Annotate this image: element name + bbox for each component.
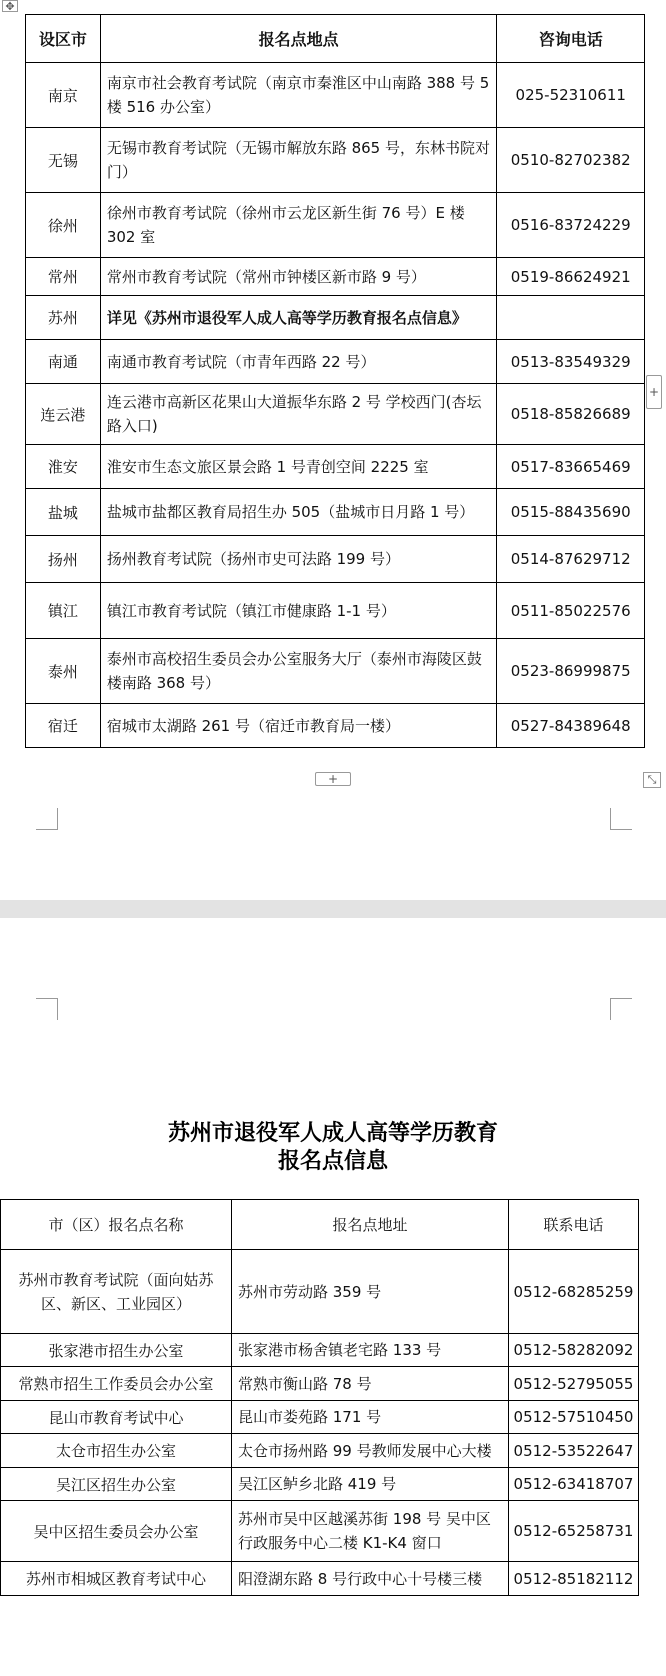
header-location: 报名点地点: [100, 15, 497, 63]
city-cell: 淮安: [26, 445, 101, 489]
city-cell: 南京: [26, 63, 101, 128]
location-cell: 泰州市高校招生委员会办公室服务大厅（泰州市海陵区鼓楼南路 368 号）: [100, 639, 497, 704]
location-cell: 无锡市教育考试院（无锡市解放东路 865 号，东林书院对门）: [100, 128, 497, 193]
table-row: [26, 704, 645, 748]
name-cell: 太仓市招生办公室: [1, 1434, 232, 1468]
page-corner-mark: [610, 808, 632, 830]
city-cell: 常州: [26, 258, 101, 296]
location-cell: 扬州教育考试院（扬州市史可法路 199 号）: [100, 536, 497, 583]
phone-cell: 0512-63418707: [509, 1468, 639, 1501]
table-row: [1, 1501, 639, 1562]
table-row: [26, 258, 645, 296]
city-cell: 扬州: [26, 536, 101, 583]
suzhou-registration-table: [0, 1199, 639, 1596]
registration-points-table: [25, 14, 645, 748]
address-cell: 张家港市杨舍镇老宅路 133 号: [232, 1334, 509, 1367]
location-cell: 连云港市高新区花果山大道振华东路 2 号 学校西门(杏坛路入口): [100, 384, 497, 445]
phone-cell: 0512-57510450: [509, 1401, 639, 1434]
name-cell: 吴江区招生办公室: [1, 1468, 232, 1501]
city-cell: 泰州: [26, 639, 101, 704]
phone-cell: 0512-52795055: [509, 1367, 639, 1401]
location-cell: 南通市教育考试院（市青年西路 22 号）: [100, 340, 497, 384]
table-row: [26, 63, 645, 128]
location-cell: 徐州市教育考试院（徐州市云龙区新生街 76 号）E 楼 302 室: [100, 193, 497, 258]
header-city: 设区市: [26, 15, 101, 63]
add-row-button[interactable]: +: [315, 772, 351, 786]
table-row: [26, 193, 645, 258]
page-2: [0, 918, 666, 1676]
phone-cell: 0523-86999875: [497, 639, 645, 704]
city-cell: 连云港: [26, 384, 101, 445]
add-column-button[interactable]: +: [646, 375, 662, 409]
address-cell: 昆山市娄苑路 171 号: [232, 1401, 509, 1434]
table-row: [26, 445, 645, 489]
table-row: [1, 1367, 639, 1401]
table-row: [1, 1468, 639, 1501]
name-cell: 昆山市教育考试中心: [1, 1401, 232, 1434]
phone-cell: 0518-85826689: [497, 384, 645, 445]
city-cell: 南通: [26, 340, 101, 384]
name-cell: 苏州市教育考试院（面向姑苏区、新区、工业园区）: [1, 1250, 232, 1334]
phone-cell: 0512-68285259: [509, 1250, 639, 1334]
phone-cell: 0517-83665469: [497, 445, 645, 489]
page-corner-mark: [36, 998, 58, 1020]
phone-cell: 0512-53522647: [509, 1434, 639, 1468]
name-cell: 张家港市招生办公室: [1, 1334, 232, 1367]
address-cell: 太仓市扬州路 99 号教师发展中心大楼: [232, 1434, 509, 1468]
table-row: [1, 1434, 639, 1468]
table-row: [26, 489, 645, 536]
table-row: [26, 639, 645, 704]
phone-cell: 0527-84389648: [497, 704, 645, 748]
name-cell: 常熟市招生工作委员会办公室: [1, 1367, 232, 1401]
page-corner-mark: [36, 808, 58, 830]
table-row: [26, 296, 645, 340]
address-cell: 吴江区鲈乡北路 419 号: [232, 1468, 509, 1501]
phone-cell: 0519-86624921: [497, 258, 645, 296]
header-phone: 联系电话: [509, 1200, 639, 1250]
table-row: [26, 340, 645, 384]
phone-cell: 0515-88435690: [497, 489, 645, 536]
table-row: [1, 1334, 639, 1367]
location-cell: 盐城市盐都区教育局招生办 505（盐城市日月路 1 号）: [100, 489, 497, 536]
location-cell: 淮安市生态文旅区景会路 1 号青创空间 2225 室: [100, 445, 497, 489]
city-cell: 苏州: [26, 296, 101, 340]
table-header-row: [1, 1200, 639, 1250]
table-resize-icon[interactable]: ⤡: [643, 772, 661, 788]
address-cell: 苏州市吴中区越溪苏街 198 号 吴中区行政服务中心二楼 K1-K4 窗口: [232, 1501, 509, 1562]
table-row: [1, 1401, 639, 1434]
table-row: [1, 1562, 639, 1596]
table-row: [1, 1250, 639, 1334]
phone-cell: 0512-85182112: [509, 1562, 639, 1596]
header-address: 报名点地址: [232, 1200, 509, 1250]
header-name: 市（区）报名点名称: [1, 1200, 232, 1250]
address-cell: 苏州市劳动路 359 号: [232, 1250, 509, 1334]
page-separator: [0, 900, 666, 918]
table-row: [26, 384, 645, 445]
section-subtitle: 报名点信息: [277, 1148, 388, 1174]
phone-cell: 0511-85022576: [497, 583, 645, 639]
location-cell: 镇江市教育考试院（镇江市健康路 1-1 号）: [100, 583, 497, 639]
table-row: [26, 536, 645, 583]
location-cell: 宿城市太湖路 261 号（宿迁市教育局一楼）: [100, 704, 497, 748]
phone-cell: [497, 296, 645, 340]
city-cell: 徐州: [26, 193, 101, 258]
address-cell: 阳澄湖东路 8 号行政中心十号楼三楼: [232, 1562, 509, 1596]
table-row: [26, 583, 645, 639]
page-corner-mark: [610, 998, 632, 1020]
phone-cell: 025-52310611: [497, 63, 645, 128]
address-cell: 常熟市衡山路 78 号: [232, 1367, 509, 1401]
name-cell: 苏州市相城区教育考试中心: [1, 1562, 232, 1596]
table-header-row: [26, 15, 645, 63]
table-move-handle-icon[interactable]: ✥: [2, 0, 18, 12]
location-cell: 南京市社会教育考试院（南京市秦淮区中山南路 388 号 5 楼 516 办公室）: [100, 63, 497, 128]
city-cell: 镇江: [26, 583, 101, 639]
city-cell: 宿迁: [26, 704, 101, 748]
section-title: 苏州市退役军人成人高等学历教育: [167, 1120, 498, 1146]
location-cell: 详见《苏州市退役军人成人高等学历教育报名点信息》: [100, 296, 497, 340]
header-phone: 咨询电话: [497, 15, 645, 63]
name-cell: 吴中区招生委员会办公室: [1, 1501, 232, 1562]
city-cell: 盐城: [26, 489, 101, 536]
location-cell: 常州市教育考试院（常州市钟楼区新市路 9 号）: [100, 258, 497, 296]
phone-cell: 0510-82702382: [497, 128, 645, 193]
phone-cell: 0516-83724229: [497, 193, 645, 258]
table-row: [26, 128, 645, 193]
phone-cell: 0512-65258731: [509, 1501, 639, 1562]
phone-cell: 0514-87629712: [497, 536, 645, 583]
city-cell: 无锡: [26, 128, 101, 193]
phone-cell: 0512-58282092: [509, 1334, 639, 1367]
phone-cell: 0513-83549329: [497, 340, 645, 384]
